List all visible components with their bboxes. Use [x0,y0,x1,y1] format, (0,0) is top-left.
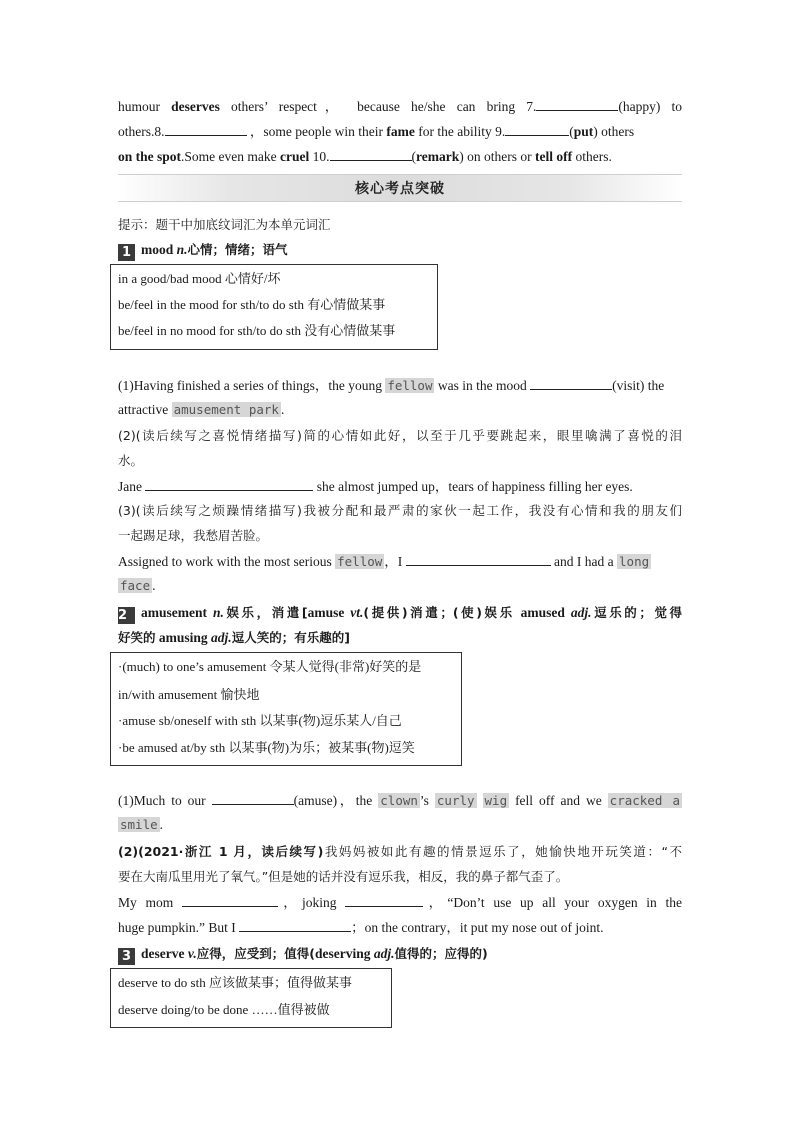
vocab-highlight: amusement park [173,402,279,417]
intro-text: others’ [231,99,268,114]
item-3-heading: 3 deserve v.应得，应受到；值得(deserving adj.值得的；应得的) [118,944,682,965]
answer-blank[interactable] [345,892,423,907]
phrase-line: deserve doing/to be done ……值得被做 [118,1002,330,1017]
hint-text: 提示：题干中加底纹词汇为本单元词汇 [118,217,331,232]
answer-blank[interactable] [239,917,351,932]
item-2-exercise-1: (1)Much to our (amuse)，the clown ’s curly wig fell off and we cracked a [118,790,682,811]
answer-blank[interactable] [406,551,551,566]
item-2-exercise-2-answer: My mom ，joking ，“Don’t use up all your oxygen in the [118,892,682,913]
item-2-heading: 2 amusement n.娱乐，消遣[amuse vt.(提供)消遣；(使)娱乐 amused adj.逗乐的；觉得 [118,605,683,623]
vocab-highlight: wig [484,793,508,808]
item-1-exercise-1-cont: attractive amusement park . [118,402,285,417]
phrase-line: in/with amusement 愉快地 [118,687,260,702]
blank-10[interactable] [330,146,412,161]
intro-text: respect， [278,99,346,114]
item-2-heading-cont: 好笑的 amusing adj.逗人笑的；有乐趣的] [118,630,350,645]
item-1-heading: 1 mood n.心情；情绪；语气 [118,240,682,261]
item-1-exercise-3-cont: 一起踢足球，我愁眉苦脸。 [118,528,269,543]
vocab-highlight: fellow [337,554,383,569]
phrase-line: in a good/bad mood 心情好/坏 [118,271,281,286]
item-number-badge: 3 [118,948,135,965]
intro-line-2: others.8. ，some people win their fame for the ability 9. (put) others [118,121,682,142]
intro-text: to [671,99,683,114]
item-2-exercise-2-cont: 要在大南瓜里用光了氧气。”但是她的话并没有逗乐我，相反，我的鼻子都气歪了。 [118,869,569,884]
answer-blank[interactable] [212,790,294,805]
item-1-exercise-3: (3)(读后续写之烦躁情绪描写)我被分配和最严肃的家伙一起工作，我没有心情和我的朋友们 [118,503,682,518]
intro-bold-word: on the spot [118,149,182,164]
intro-text: can [456,99,476,114]
intro-text: he/she [411,99,446,114]
item-1-exercise-2: (2)(读后续写之喜悦情绪描写)简的心情如此好，以至于几乎要跳起来，眼里噙满了喜悦的泪 [118,428,682,443]
item-2-exercise-1-cont: smile . [120,817,164,832]
vocab-highlight: cracked a [609,793,680,808]
blank-8[interactable] [165,121,247,136]
item-1-exercise-3-answer-cont: face . [120,578,156,593]
phrase-line: ·amuse sb/oneself with sth 以某事(物)逗乐某人/自己 [118,713,402,728]
item-1-exercise-1: (1)Having finished a series of things，the young fellow was in the mood (visit) the [118,375,682,396]
answer-blank[interactable] [145,476,313,491]
phrase-line: be/feel in the mood for sth/to do sth 有心情做某事 [118,297,386,312]
section-title: 核心考点突破 [355,181,445,197]
blank-9[interactable] [505,121,569,136]
phrase-line: deserve to do sth 应该做某事；值得做某事 [118,975,352,990]
intro-text: humour [118,99,160,114]
intro-line-1 [118,96,682,117]
phrase-line: ·(much) to one’s amusement 令某人觉得(非常)好笑的是 [118,659,422,674]
intro-line-3: on the spot.Some even make cruel 10. (remark) on others or tell off others. [118,146,682,167]
item-1-exercise-2-cont: 水。 [118,453,144,468]
phrase-line: ·be amused at/by sth 以某事(物)为乐；被某事(物)逗笑 [118,740,415,755]
answer-blank[interactable] [182,892,278,907]
intro-bold-word: cruel [280,149,310,164]
phrase-line: be/feel in no mood for sth/to do sth 没有心情做某事 [118,323,396,338]
item-2-exercise-2: (2)(2021·浙江 1 月，读后续写)我妈妈被如此有趣的情景逗乐了，她愉快地开玩笑道：“不 [118,844,682,859]
vocab-highlight: smile [120,817,158,832]
intro-bold-word: tell off [534,149,573,164]
item-1-exercise-2-answer: Jane she almost jumped up，tears of happiness filling her eyes. [118,476,682,497]
section-header-bar [118,174,682,202]
intro-text: bring [486,99,516,114]
vocab-highlight: fellow [387,378,433,393]
item-2-exercise-2-answer-cont: huge pumpkin.” But I ；on the contrary，it put my nose out of joint. [118,917,682,938]
intro-bold-word: fame [386,124,415,139]
item-3-phrase-box [110,968,392,1028]
vocab-highlight: curly [436,793,475,808]
vocab-highlight: long [619,554,650,569]
item-number-badge: 1 [118,244,135,261]
vocab-highlight: clown [380,793,418,808]
vocab-highlight: face [120,578,151,593]
intro-text: because [357,99,400,114]
blank-7[interactable]: 7. (happy) [526,99,660,114]
item-number-badge: 2 [118,607,135,624]
intro-bold-word: deserves [171,99,220,114]
item-2-phrase-box [110,652,462,766]
item-1-phrase-box [110,264,438,350]
answer-blank[interactable] [530,375,612,390]
item-1-exercise-3-answer: Assigned to work with the most serious fellow ，I and I had a long [118,551,682,572]
